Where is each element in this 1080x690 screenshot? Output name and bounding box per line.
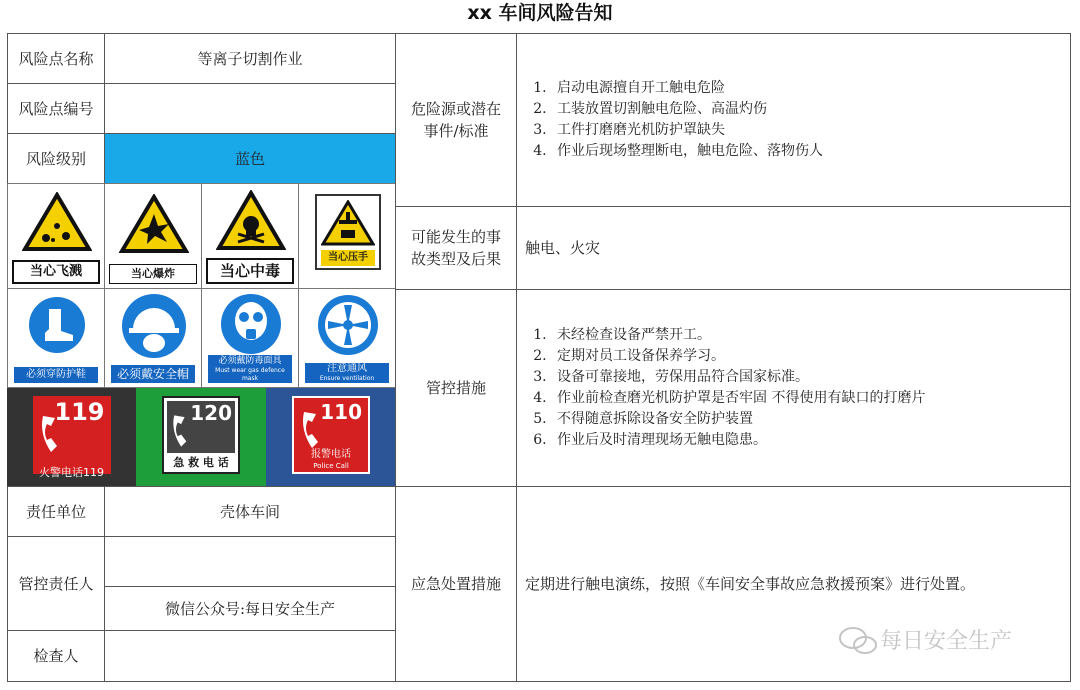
inspector-value	[104, 630, 396, 682]
sign-helmet	[104, 288, 202, 388]
phone-119	[7, 388, 136, 486]
risk-level-value: 蓝色	[104, 133, 396, 184]
control-label: 管控措施	[395, 289, 517, 487]
risk-code-label: 风险点编号	[7, 83, 105, 134]
sign-label: 注意通风	[327, 363, 367, 374]
hand-crush-warning-icon	[321, 200, 375, 246]
hazard-label: 危险源或潜在事件/标准	[395, 33, 517, 207]
phone-number: 110	[320, 400, 362, 424]
phone-inner	[167, 401, 235, 453]
list-item: 4. 作业前检查磨光机防护罩是否牢固 不得使用有缺口的打磨片	[551, 388, 1070, 409]
sign-label: 当心爆炸	[109, 264, 197, 284]
phone-number: 119	[54, 398, 105, 426]
phone-square	[292, 396, 370, 474]
helmet-icon	[119, 293, 189, 359]
sign-label: 必须戴防毒面具	[218, 356, 282, 366]
sign-hand-crush	[298, 183, 396, 289]
wechat-account: 微信公众号:每日安全生产	[104, 586, 396, 631]
list-item: 6. 作业后及时清理现场无触电隐患。	[551, 430, 1070, 451]
list-item: 5. 不得随意拆除设备安全防护装置	[551, 409, 1070, 430]
emergency-label: 应急处置措施	[395, 486, 517, 682]
risk-level-label: 风险级别	[7, 133, 105, 184]
watermark-text: 每日安全生产	[880, 629, 1013, 654]
list-item: 2. 定期对员工设备保养学习。	[551, 346, 1070, 367]
sign-sublabel: Must wear gas defence mask	[215, 367, 285, 382]
explosion-warning-icon	[119, 194, 189, 254]
manager-value	[104, 536, 396, 587]
phone-label: 急 救 电 话	[173, 456, 229, 469]
phone-label: 火警电话119	[39, 466, 104, 479]
phone-sublabel: Police Call	[313, 462, 349, 470]
sign-boots	[7, 288, 105, 388]
page-title: xx 车间风险告知	[467, 2, 613, 24]
gas-mask-icon	[219, 293, 283, 355]
risk-name-value: 等离子切割作业	[104, 33, 396, 84]
phone-number: 120	[190, 401, 232, 425]
hazard-list	[516, 33, 1071, 207]
sign-sublabel: Ensure ventilation	[319, 375, 375, 382]
emergency-value: 定期进行触电演练，按照《车间安全事故应急救援预案》进行处置。	[516, 486, 1071, 682]
risk-name-label: 风险点名称	[7, 33, 105, 84]
phone-square	[162, 396, 240, 474]
list-item: 3. 工件打磨磨光机防护罩缺失	[551, 120, 1070, 141]
inspector-label: 检查人	[7, 630, 105, 682]
sign-label: 当心中毒	[206, 258, 294, 284]
phone-110	[266, 388, 396, 486]
sign-label-box	[208, 355, 292, 383]
sign-label: 必须穿防护鞋	[14, 367, 98, 383]
risk-code-value	[104, 83, 396, 134]
sign-label: 当心压手	[321, 250, 375, 266]
list-item: 3. 设备可靠接地，劳保用品符合国家标准。	[551, 367, 1070, 388]
phone-120	[136, 388, 266, 486]
unit-label: 责任单位	[7, 486, 105, 537]
boot-icon	[27, 295, 87, 355]
sign-explosion	[104, 183, 202, 289]
sign-poison	[201, 183, 299, 289]
list-item: 4. 作业后现场整理断电，触电危险、落物伤人	[551, 141, 1070, 162]
manager-label: 管控责任人	[7, 536, 105, 631]
accident-label: 可能发生的事故类型及后果	[395, 206, 517, 290]
sign-splash	[7, 183, 105, 289]
sign-label: 当心飞溅	[12, 260, 100, 284]
phone-label: 报警电话	[311, 449, 351, 460]
fan-icon	[314, 293, 382, 357]
sign-ventilation	[298, 288, 396, 388]
list-item: 1. 未经检查设备严禁开工。	[551, 325, 1070, 346]
sign-gas-mask	[201, 288, 299, 388]
splash-warning-icon	[22, 192, 92, 252]
sign-label: 必须戴安全帽	[111, 365, 195, 383]
poison-warning-icon	[216, 190, 286, 252]
control-list	[516, 289, 1071, 487]
list-item: 2. 工装放置切割触电危险、高温灼伤	[551, 99, 1070, 120]
list-item: 1. 启动电源擅自开工触电危险	[551, 78, 1070, 99]
wechat-icon	[838, 626, 878, 656]
sign-label-box	[305, 363, 389, 383]
phone-square	[33, 396, 111, 474]
unit-value: 壳体车间	[104, 486, 396, 537]
accident-value: 触电、火灾	[516, 206, 1071, 290]
